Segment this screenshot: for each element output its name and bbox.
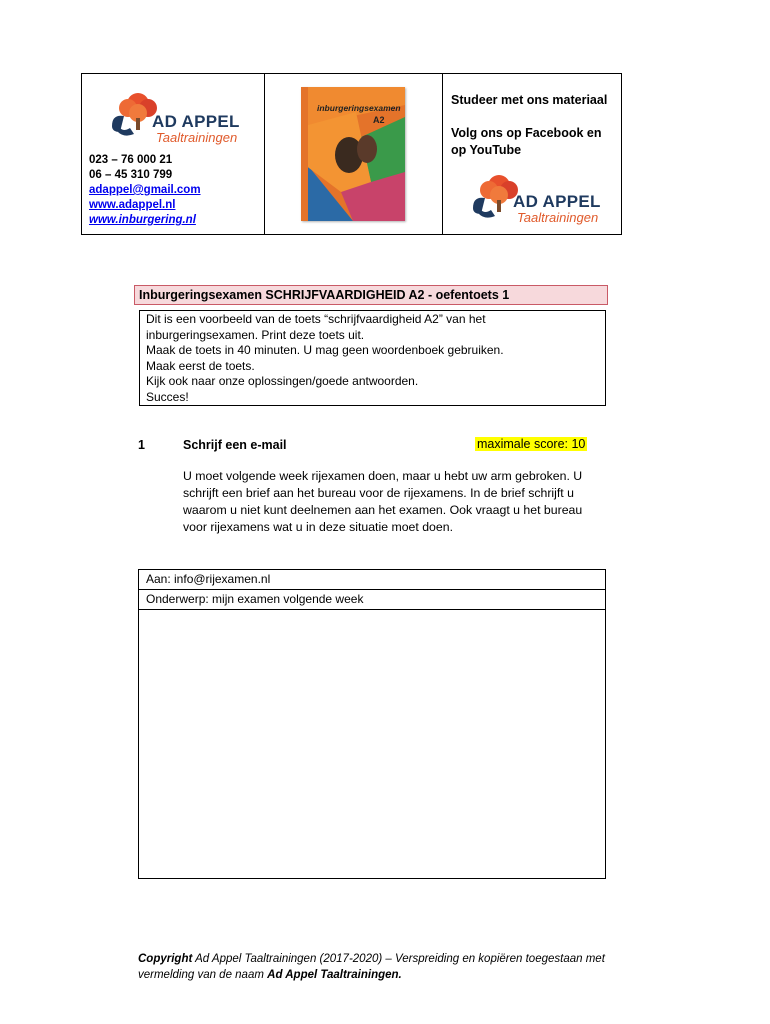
intro-line: Maak eerst de toets. <box>146 358 255 373</box>
ad-appel-logo <box>108 88 248 144</box>
logo-sub-text: Taaltrainingen <box>517 210 599 225</box>
book-level: A2 <box>373 115 385 125</box>
cta-line-1: Studeer met ons materiaal <box>451 93 608 107</box>
intro-line: Maak de toets in 40 minuten. U mag geen woordenboek gebruiken. <box>146 343 504 357</box>
intro-line: Dit is een voorbeeld van de toets “schrijfvaardigheid A2” van het <box>146 312 486 326</box>
intro-box <box>139 310 606 406</box>
email-subject-field: Onderwerp: mijn examen volgende week <box>139 590 605 610</box>
intro-line: Succes! <box>146 389 189 404</box>
email-link[interactable]: adappel@gmail.com <box>89 184 201 196</box>
logo-sub-text: Taaltrainingen <box>156 130 238 145</box>
phone-2: 06 – 45 310 799 <box>89 169 173 181</box>
website-link[interactable]: www.adappel.nl <box>89 199 176 211</box>
ad-appel-logo-right <box>469 170 609 226</box>
question-title: Schrijf een e-mail <box>183 438 287 452</box>
copyright-text: Ad Appel Taaltrainingen (2017-2020) – Verspreiding en kopiëren toegestaan met vermelding van de naam <box>138 953 605 981</box>
question-number: 1 <box>138 438 145 452</box>
logo-brand-text: AD APPEL <box>513 192 601 211</box>
email-to-field: Aan: info@rijexamen.nl <box>139 570 605 590</box>
copyright-brand: Ad Appel Taaltrainingen. <box>267 969 402 981</box>
intro-line: Kijk ook naar onze oplossingen/goede antwoorden. <box>146 374 419 388</box>
intro-line: inburgeringsexamen. Print deze toets uit. <box>146 327 365 342</box>
cta-line-2: Volg ons op Facebook en op YouTube <box>451 126 602 157</box>
contact-info <box>89 153 201 228</box>
logo-brand-text: AD APPEL <box>152 112 240 131</box>
book-cover-image <box>301 87 405 221</box>
cta-text <box>451 92 611 175</box>
copyright-label: Copyright <box>138 953 193 965</box>
book-title: inburgeringsexamen <box>317 103 401 113</box>
book-cell <box>265 74 443 234</box>
inburgering-link[interactable]: www.inburgering.nl <box>89 214 196 226</box>
email-form <box>138 569 606 879</box>
header-table <box>81 73 622 235</box>
footer-copyright <box>138 951 608 983</box>
cta-cell <box>443 74 621 234</box>
contact-cell <box>82 74 265 234</box>
max-score-badge: maximale score: 10 <box>477 437 586 451</box>
question-text: U moet volgende week rijexamen doen, maar u hebt uw arm gebroken. U schrijft een brief aan het bureau voor de rijexamens. In de brief schrijft u waarom u niet kunt deelnemen aan het examen. Ook vraagt u het bureau voor rijexamens wat u in deze situatie moet doen. <box>183 469 583 534</box>
exam-title: Inburgeringsexamen SCHRIJFVAARDIGHEID A2 - oefentoets 1 <box>134 285 608 305</box>
email-body-input[interactable] <box>139 610 609 882</box>
phone-1: 023 – 76 000 21 <box>89 154 173 166</box>
